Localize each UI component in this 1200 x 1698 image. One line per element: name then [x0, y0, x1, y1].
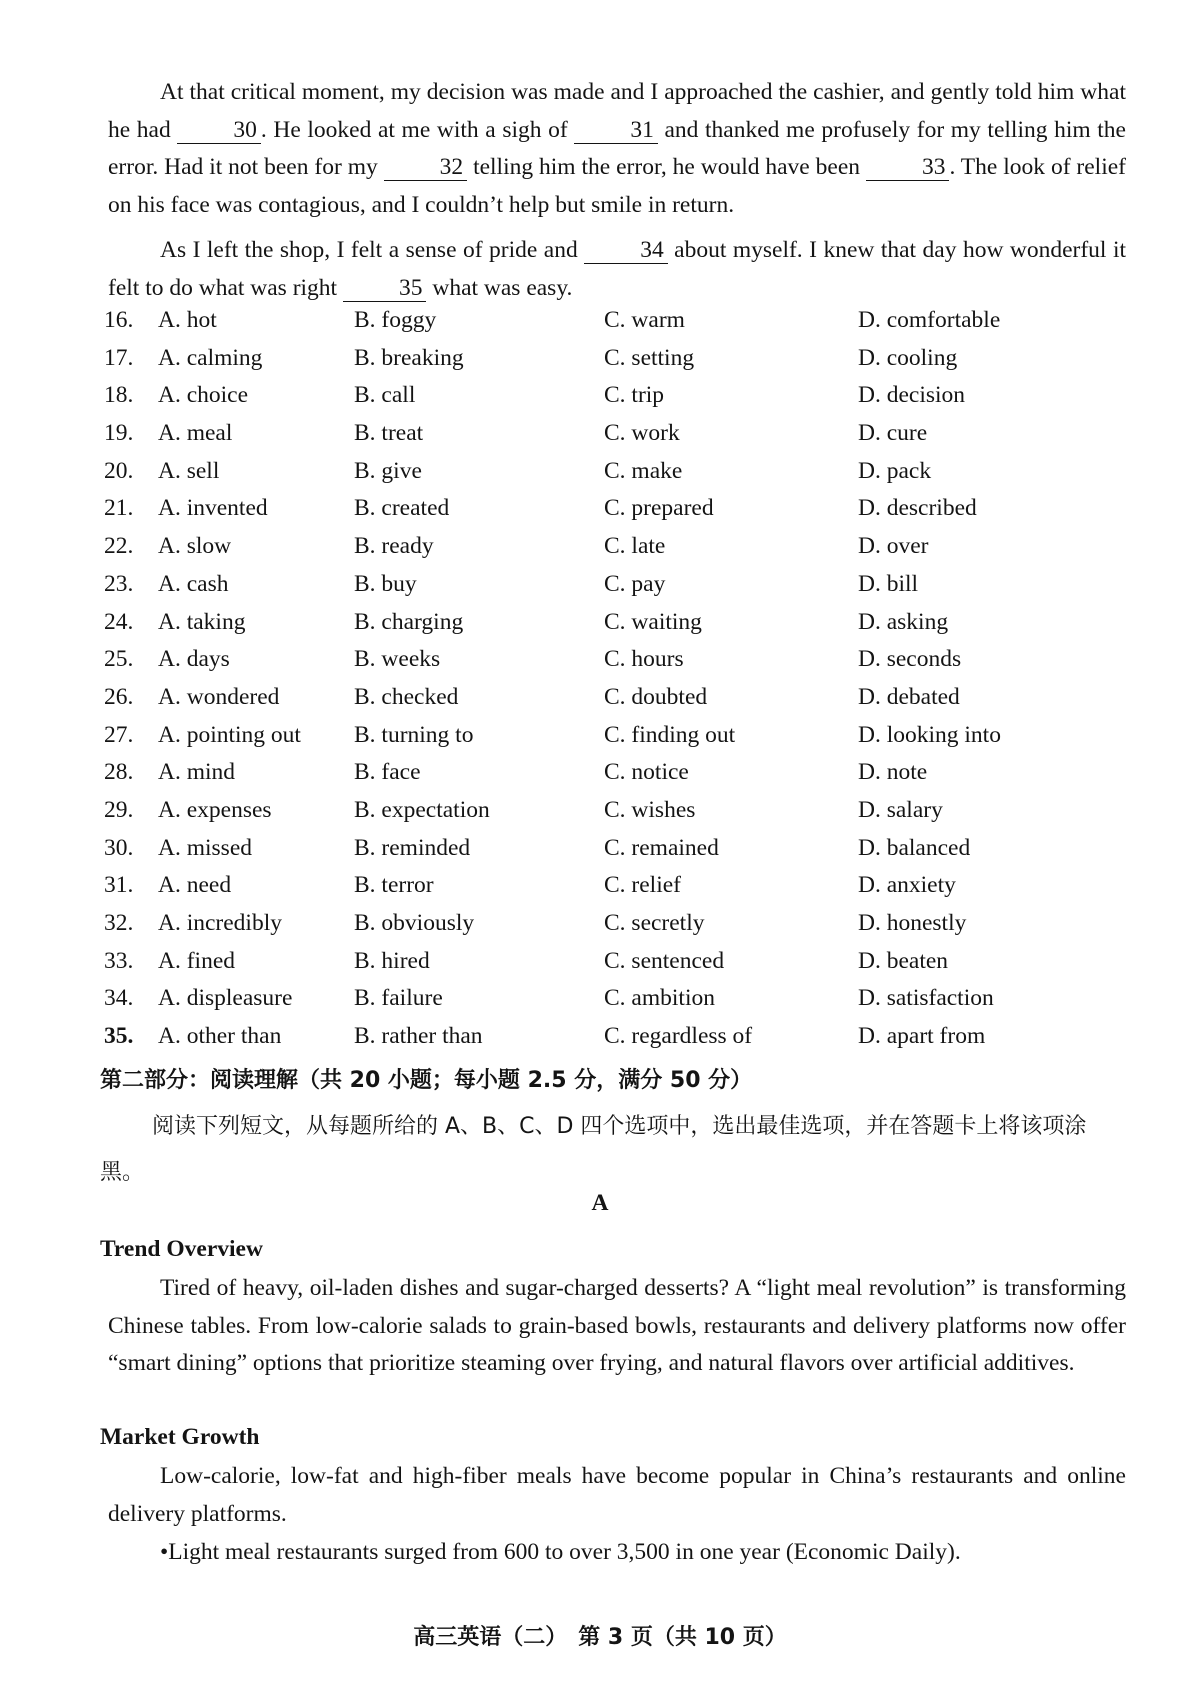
option-d: D. satisfaction [858, 985, 994, 1012]
option-b: B. face [354, 759, 421, 786]
passage-text: . The look of relief on his face was contagious, and I couldn’t help but smile in return. [108, 154, 1126, 218]
option-c: C. sentenced [604, 947, 725, 974]
option-b: B. ready [354, 533, 434, 560]
option-row [104, 646, 1124, 684]
option-c: C. prepared [604, 495, 714, 522]
option-row [104, 533, 1124, 571]
option-row [104, 797, 1124, 835]
option-a: A. invented [158, 495, 268, 522]
passage-paragraph-1 [108, 74, 1126, 224]
option-d: D. beaten [858, 947, 949, 974]
option-b: B. failure [354, 985, 443, 1012]
option-b: B. foggy [354, 307, 437, 333]
option-a: A. expenses [158, 796, 272, 823]
option-a: A. pointing out [158, 721, 301, 748]
option-a: A. cash [158, 570, 229, 597]
option-b: B. call [354, 382, 416, 409]
question-number: 29. [104, 796, 134, 823]
cloze-options-list [104, 307, 1124, 1061]
blank-31: 31 [574, 117, 658, 144]
option-row [104, 910, 1124, 948]
option-d: D. balanced [858, 834, 971, 861]
article-paragraph-1: Tired of heavy, oil-laden dishes and sugar-charged desserts? A “light meal revolution” is transforming Chinese tables. From low-calorie salads to grain-based bowls, restaurants and delivery platforms now offer “smart dining” options that prioritize steaming over frying, and natural flavors over artificial additives. [108, 1275, 1126, 1376]
option-d: D. cooling [858, 344, 958, 371]
option-c: C. trip [604, 382, 665, 409]
option-d: D. decision [858, 382, 966, 409]
question-number: 33. [104, 947, 134, 974]
option-a: A. taking [158, 608, 246, 635]
option-b: B. turning to [354, 721, 474, 748]
option-c: C. secretly [604, 910, 705, 936]
option-d: D. looking into [858, 721, 1001, 748]
option-d: D. cure [858, 420, 928, 447]
question-number: 30. [104, 834, 134, 861]
option-c: C. make [604, 457, 683, 484]
option-a: A. choice [158, 382, 249, 409]
option-row [104, 985, 1124, 1023]
option-d: D. bill [858, 570, 919, 597]
passage-text: . He looked at me with a sigh of [260, 116, 575, 143]
article-paragraph-2: Low-calorie, low-fat and high-fiber meals have become popular in China’s restaurants and online delivery platforms. [108, 1463, 1126, 1527]
option-b: B. give [354, 457, 422, 484]
option-d: D. seconds [858, 646, 962, 673]
question-number: 22. [104, 533, 134, 560]
option-a: A. mind [158, 759, 236, 786]
question-number: 23. [104, 570, 134, 597]
question-number: 24. [104, 608, 134, 635]
passage-letter: A [591, 1190, 609, 1216]
option-row [104, 835, 1124, 873]
question-number: 16. [104, 307, 134, 333]
blank-35: 35 [343, 275, 427, 302]
question-number: 32. [104, 910, 134, 936]
option-row [104, 420, 1124, 458]
option-b: B. reminded [354, 834, 471, 861]
option-a: A. calming [158, 344, 263, 371]
option-d: D. asking [858, 608, 949, 635]
question-number: 18. [104, 382, 134, 409]
option-c: C. hours [604, 646, 684, 673]
option-row [104, 345, 1124, 383]
option-row [104, 382, 1124, 420]
option-c: C. ambition [604, 985, 715, 1012]
question-number: 20. [104, 457, 134, 484]
blank-34: 34 [584, 237, 668, 264]
passage-text: about myself. I knew that day how wonderful it felt to do what was right [108, 237, 1126, 301]
option-c: C. finding out [604, 721, 736, 748]
option-a: A. missed [158, 834, 252, 861]
option-b: B. breaking [354, 344, 464, 371]
passage-paragraph-2 [108, 232, 1126, 307]
passage-text: At that critical moment, my decision was made and I approached the cashier, and gently told him what he had [108, 79, 1126, 143]
blank-32: 32 [384, 154, 468, 181]
option-a: A. slow [158, 533, 232, 560]
option-row [104, 571, 1124, 609]
option-c: C. notice [604, 759, 689, 786]
option-b: B. rather than [354, 1023, 483, 1050]
option-d: D. over [858, 533, 929, 560]
question-number: 28. [104, 759, 134, 786]
option-b: B. obviously [354, 910, 475, 936]
option-a: A. days [158, 646, 230, 673]
option-b: B. weeks [354, 646, 441, 673]
passage-text: telling him the error, he would have been [467, 154, 866, 180]
option-row [104, 684, 1124, 722]
option-a: A. need [158, 872, 232, 899]
section-heading: 第二部分：阅读理解（共 20 小题；每小题 2.5 分，满分 50 分） [100, 1068, 753, 1093]
question-number: 21. [104, 495, 134, 522]
option-b: B. treat [354, 420, 424, 447]
option-row [104, 722, 1124, 760]
option-b: B. checked [354, 683, 459, 710]
page-footer: 高三英语（二） 第 3 页（共 10 页） [413, 1625, 787, 1650]
option-c: C. waiting [604, 608, 702, 635]
option-d: D. apart from [858, 1023, 986, 1050]
option-c: C. doubted [604, 683, 708, 710]
option-row [104, 609, 1124, 647]
option-row [104, 458, 1124, 496]
option-d: D. pack [858, 457, 932, 484]
option-b: B. expectation [354, 796, 490, 823]
question-number: 25. [104, 646, 134, 673]
option-c: C. setting [604, 344, 695, 371]
option-c: C. warm [604, 307, 685, 333]
option-d: D. note [858, 759, 928, 786]
option-row [104, 872, 1124, 910]
option-d: D. salary [858, 796, 943, 823]
option-d: D. anxiety [858, 872, 956, 899]
option-row [104, 948, 1124, 986]
option-c: C. wishes [604, 796, 696, 823]
option-a: A. meal [158, 420, 233, 447]
question-number: 34. [104, 985, 134, 1012]
option-a: A. sell [158, 457, 220, 484]
question-number: 27. [104, 721, 134, 748]
option-b: B. buy [354, 570, 417, 597]
option-d: D. debated [858, 683, 960, 710]
question-number: 26. [104, 683, 134, 710]
option-b: B. terror [354, 872, 434, 899]
article-heading-trend: Trend Overview [100, 1236, 263, 1262]
option-b: B. created [354, 495, 450, 522]
option-row [104, 1023, 1124, 1061]
option-a: A. hot [158, 307, 217, 333]
option-d: D. described [858, 495, 977, 522]
option-d: D. honestly [858, 910, 967, 936]
blank-30: 30 [177, 117, 261, 144]
question-number: 31. [104, 872, 134, 899]
question-number: 35. [104, 1023, 134, 1050]
option-row [104, 307, 1124, 345]
option-d: D. comfortable [858, 307, 1001, 333]
option-a: A. incredibly [158, 910, 282, 936]
option-b: B. hired [354, 947, 430, 974]
blank-33: 33 [866, 154, 950, 181]
option-c: C. work [604, 420, 680, 447]
passage-text: and thanked me profusely for my telling him the error. Had it not been for my [108, 116, 1126, 180]
option-a: A. displeasure [158, 985, 293, 1012]
question-number: 19. [104, 420, 134, 447]
option-c: C. remained [604, 834, 719, 861]
article-bullet: •Light meal restaurants surged from 600 to over 3,500 in one year (Economic Daily). [160, 1539, 961, 1565]
option-c: C. regardless of [604, 1023, 753, 1050]
option-a: A. wondered [158, 683, 280, 710]
section-instruction: 阅读下列短文，从每题所给的 A、B、C、D 四个选项中，选出最佳选项，并在答题卡上将该项涂黑。 [100, 1114, 1087, 1185]
option-a: A. fined [158, 947, 236, 974]
article-heading-market: Market Growth [100, 1424, 260, 1450]
option-c: C. late [604, 533, 666, 560]
option-row [104, 495, 1124, 533]
question-number: 17. [104, 344, 134, 371]
option-b: B. charging [354, 608, 464, 635]
option-row [104, 759, 1124, 797]
option-c: C. relief [604, 872, 681, 899]
option-c: C. pay [604, 570, 666, 597]
passage-text: As I left the shop, I felt a sense of pride and [160, 237, 585, 263]
option-a: A. other than [158, 1023, 282, 1050]
passage-text: what was easy. [426, 274, 573, 301]
